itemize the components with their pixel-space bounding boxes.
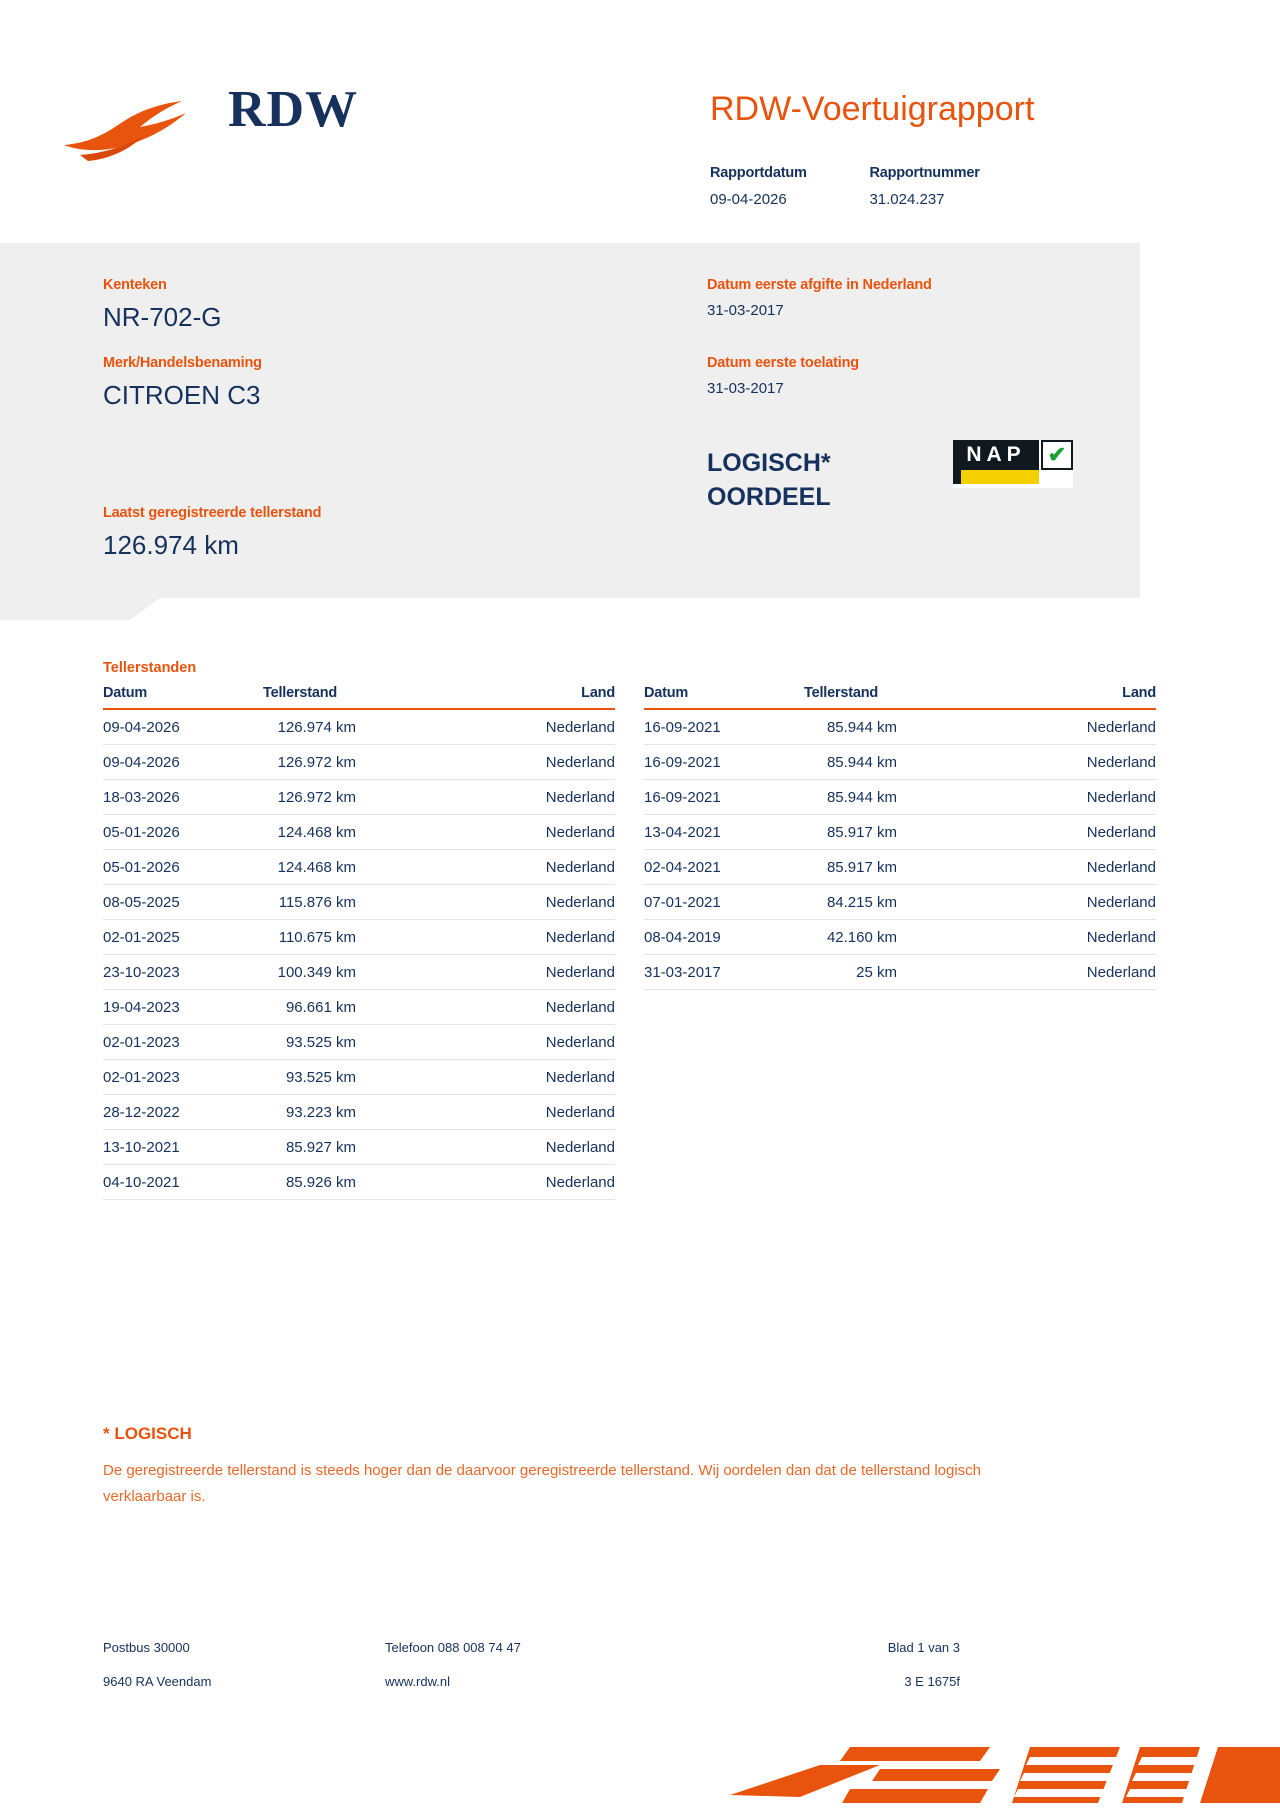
tellerstanden-table-right (644, 685, 1156, 990)
oordeel-line-2: OORDEEL (707, 482, 831, 511)
table-row (103, 850, 615, 885)
cell-tellerstand: 85.944 km (804, 745, 989, 780)
cell-tellerstand: 115.876 km (263, 885, 448, 920)
table-header-row (644, 685, 1156, 709)
cell-tellerstand: 126.972 km (263, 780, 448, 815)
cell-datum: 23-10-2023 (103, 955, 263, 990)
cell-land: Nederland (989, 780, 1156, 815)
col-tellerstand: Tellerstand (804, 685, 989, 709)
summary-panel-notch (0, 598, 130, 620)
table-row (103, 815, 615, 850)
table-row (103, 990, 615, 1025)
cell-tellerstand: 84.215 km (804, 885, 989, 920)
col-tellerstand: Tellerstand (263, 685, 448, 709)
cell-land: Nederland (448, 990, 615, 1025)
cell-land: Nederland (989, 920, 1156, 955)
report-date-value: 09-04-2026 (710, 191, 787, 208)
eerste-afgifte-label: Datum eerste afgifte in Nederland (707, 277, 932, 293)
merk-label: Merk/Handelsbenaming (103, 355, 262, 371)
nap-badge-check-icon: ✔ (1041, 440, 1073, 470)
cell-datum: 13-04-2021 (644, 815, 804, 850)
table-row (103, 780, 615, 815)
cell-tellerstand: 93.525 km (263, 1060, 448, 1095)
cell-datum: 05-01-2026 (103, 850, 263, 885)
tellerstanden-title: Tellerstanden (103, 660, 197, 676)
cell-land: Nederland (448, 1165, 615, 1200)
cell-datum: 08-04-2019 (644, 920, 804, 955)
cell-datum: 28-12-2022 (103, 1095, 263, 1130)
cell-tellerstand: 96.661 km (263, 990, 448, 1025)
rdw-swoosh-logo-icon (60, 93, 220, 163)
report-number-label: Rapportnummer (869, 165, 980, 181)
table-row (103, 1165, 615, 1200)
cell-land: Nederland (448, 1025, 615, 1060)
cell-tellerstand: 93.223 km (263, 1095, 448, 1130)
cell-land: Nederland (448, 709, 615, 745)
cell-datum: 02-04-2021 (644, 850, 804, 885)
cell-tellerstand: 85.917 km (804, 850, 989, 885)
table-row (644, 850, 1156, 885)
rdw-logo-text: RDW (228, 81, 359, 138)
cell-tellerstand: 126.974 km (263, 709, 448, 745)
cell-tellerstand: 110.675 km (263, 920, 448, 955)
cell-datum: 05-01-2026 (103, 815, 263, 850)
cell-tellerstand: 85.927 km (263, 1130, 448, 1165)
cell-land: Nederland (448, 815, 615, 850)
nap-badge-letters: NAP (953, 440, 1039, 470)
cell-tellerstand: 85.926 km (263, 1165, 448, 1200)
merk-value: CITROEN C3 (103, 380, 261, 410)
table-row (103, 1060, 615, 1095)
cell-datum: 02-01-2023 (103, 1060, 263, 1095)
report-number-value: 31.024.237 (869, 191, 945, 208)
cell-datum: 02-01-2025 (103, 920, 263, 955)
cell-land: Nederland (448, 920, 615, 955)
cell-datum: 16-09-2021 (644, 709, 804, 745)
cell-datum: 02-01-2023 (103, 1025, 263, 1060)
kenteken-label: Kenteken (103, 277, 167, 293)
cell-land: Nederland (989, 815, 1156, 850)
cell-land: Nederland (989, 885, 1156, 920)
cell-datum: 08-05-2025 (103, 885, 263, 920)
cell-land: Nederland (448, 745, 615, 780)
cell-datum: 13-10-2021 (103, 1130, 263, 1165)
footer-swoosh-graphic (730, 1735, 1280, 1811)
cell-land: Nederland (448, 885, 615, 920)
rdw-logo (60, 75, 360, 185)
table-row (103, 1095, 615, 1130)
cell-land: Nederland (448, 1060, 615, 1095)
cell-datum: 16-09-2021 (644, 780, 804, 815)
cell-land: Nederland (989, 850, 1156, 885)
cell-tellerstand: 126.972 km (263, 745, 448, 780)
table-row (103, 920, 615, 955)
eerste-toelating-label: Datum eerste toelating (707, 355, 859, 371)
report-date-label: Rapportdatum (710, 165, 807, 181)
cell-land: Nederland (448, 955, 615, 990)
cell-tellerstand: 85.944 km (804, 780, 989, 815)
report-title: RDW-Voertuigrapport (710, 90, 1035, 128)
table-row (103, 745, 615, 780)
col-datum: Datum (103, 685, 263, 709)
cell-tellerstand: 25 km (804, 955, 989, 990)
cell-tellerstand: 124.468 km (263, 815, 448, 850)
cell-datum: 07-01-2021 (644, 885, 804, 920)
table-row (103, 955, 615, 990)
cell-tellerstand: 100.349 km (263, 955, 448, 990)
footer-plaats: 9640 RA Veendam (103, 1674, 212, 1689)
oordeel-line-1: LOGISCH* (707, 449, 831, 477)
footer-website[interactable]: www.rdw.nl (385, 1674, 451, 1689)
report-date-block (710, 165, 865, 208)
report-meta (710, 165, 1230, 208)
nap-badge-black-square (953, 470, 961, 484)
cell-land: Nederland (989, 745, 1156, 780)
cell-datum: 18-03-2026 (103, 780, 263, 815)
cell-land: Nederland (989, 709, 1156, 745)
cell-land: Nederland (448, 1130, 615, 1165)
table-header-row (103, 685, 615, 709)
nap-badge-icon (953, 440, 1073, 488)
cell-land: Nederland (448, 780, 615, 815)
table-row (644, 709, 1156, 745)
table-row (644, 815, 1156, 850)
note-body: De geregistreerde tellerstand is steeds hoger dan de daarvoor geregistreerde tellerstand. Wij oordelen dan dat de tellerstand logisch verklaarbaar is. (103, 1462, 982, 1506)
table-row (644, 780, 1156, 815)
table-row (644, 955, 1156, 990)
oordeel-block (707, 447, 831, 515)
table-row (103, 709, 615, 745)
eerste-afgifte-value: 31-03-2017 (707, 302, 784, 319)
footer-postbus: Postbus 30000 (103, 1640, 190, 1655)
cell-tellerstand: 93.525 km (263, 1025, 448, 1060)
cell-tellerstand: 85.917 km (804, 815, 989, 850)
table-row (103, 1130, 615, 1165)
cell-datum: 31-03-2017 (644, 955, 804, 990)
cell-datum: 19-04-2023 (103, 990, 263, 1025)
eerste-toelating-value: 31-03-2017 (707, 380, 784, 397)
cell-datum: 04-10-2021 (103, 1165, 263, 1200)
laatste-tellerstand-value: 126.974 km (103, 530, 239, 560)
footer-telefoon: Telefoon 088 008 74 47 (385, 1640, 521, 1655)
document-header (0, 40, 1280, 208)
kenteken-value: NR-702-G (103, 302, 222, 332)
table-row (644, 920, 1156, 955)
note-title: * LOGISCH (103, 1424, 192, 1443)
tellerstanden-table-left (103, 685, 615, 1200)
cell-land: Nederland (448, 1095, 615, 1130)
table-row (644, 745, 1156, 780)
table-row (644, 885, 1156, 920)
laatste-tellerstand-label: Laatst geregistreerde tellerstand (103, 505, 322, 521)
cell-datum: 16-09-2021 (644, 745, 804, 780)
report-number-block (869, 165, 979, 208)
cell-datum: 09-04-2026 (103, 745, 263, 780)
cell-tellerstand: 124.468 km (263, 850, 448, 885)
cell-land: Nederland (989, 955, 1156, 990)
col-datum: Datum (644, 685, 804, 709)
nap-badge-yellow-bar (961, 470, 1039, 484)
footer-form-code: 3 E 1675f (904, 1674, 960, 1689)
footer-page-number: Blad 1 van 3 (887, 1640, 960, 1655)
cell-land: Nederland (448, 850, 615, 885)
table-row (103, 885, 615, 920)
col-land: Land (448, 685, 615, 709)
col-land: Land (989, 685, 1156, 709)
cell-tellerstand: 85.944 km (804, 709, 989, 745)
cell-datum: 09-04-2026 (103, 709, 263, 745)
table-row (103, 1025, 615, 1060)
cell-tellerstand: 42.160 km (804, 920, 989, 955)
